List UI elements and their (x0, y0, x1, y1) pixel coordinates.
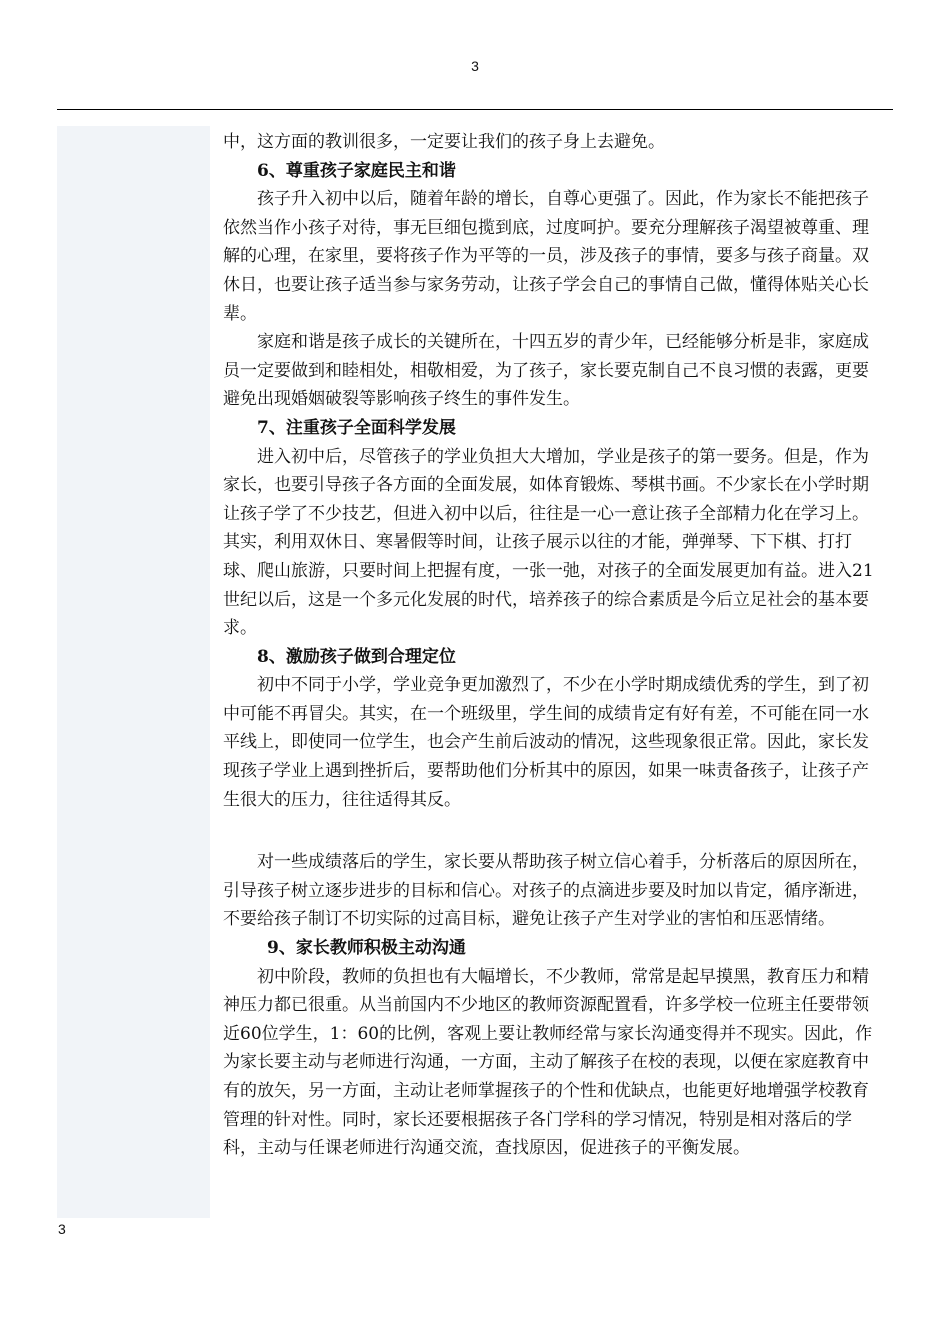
section-heading: 9、家长教师积极主动沟通 (267, 938, 466, 959)
body-paragraph: 孩子升入初中以后，随着年龄的增长，自尊心更强了。因此，作为家长不能把孩子依然当作小孩子对待，事无巨细包揽到底，过度呵护。要充分理解孩子渴望被尊重、理解的心理，在家里，要将孩子作为平等的一员，涉及孩子的事情，要多与孩子商量。双休日，也要让孩子适当参与家务劳动，让孩子学会自己的事情自己做，懂得体贴关心长辈。 (223, 189, 869, 324)
footer-page-number: 3 (58, 1221, 66, 1237)
side-margin-column (57, 126, 210, 1218)
paragraph-spacer (223, 814, 885, 848)
body-paragraph: 中，这方面的教训很多，一定要让我们的孩子身上去避免。 (223, 132, 665, 152)
document-body (223, 128, 885, 1163)
section-heading: 6、尊重孩子家庭民主和谐 (257, 160, 456, 181)
body-paragraph: 进入初中后，尽管孩子的学业负担大大增加，学业是孩子的第一要务。但是，作为家长，也要引导孩子各方面的全面发展，如体育锻炼、琴棋书画。不少家长在小学时期让孩子学了不少技艺，但进入初中以后，往往是一心一意让孩子全部精力化在学习上。其实，利用双休日、寒暑假等时间，让孩子展示以往的才能，弹弹琴、下下棋、打打球、爬山旅游，只要时间上把握有度，一张一弛，对孩子的全面发展更加有益。进入21世纪以后，这是一个多元化发展的时代，培养孩子的综合素质是今后立足社会的基本要求。 (223, 446, 874, 639)
body-paragraph: 初中不同于小学，学业竞争更加激烈了，不少在小学时期成绩优秀的学生，到了初中可能不再冒尖。其实，在一个班级里，学生间的成绩肯定有好有差，不可能在同一水平线上，即使同一位学生，也会产生前后波动的情况，这些现象很正常。因此，家长发现孩子学业上遇到挫折后，要帮助他们分析其中的原因，如果一味责备孩子，让孩子产生很大的压力，往往适得其反。 (223, 675, 869, 810)
body-paragraph: 对一些成绩落后的学生，家长要从帮助孩子树立信心着手，分析落后的原因所在，引导孩子树立逐步进步的目标和信心。对孩子的点滴进步要及时加以肯定，循序渐进，不要给孩子制订不切实际的过高目标，避免让孩子产生对学业的害怕和压恶情绪。 (223, 852, 869, 930)
header-divider (57, 109, 893, 110)
body-paragraph: 家庭和谐是孩子成长的关键所在，十四五岁的青少年，已经能够分析是非，家庭成员一定要做到和睦相处，相敬相爱，为了孩子，家长要克制自己不良习惯的表露，更要避免出现婚姻破裂等影响孩子终生的事件发生。 (223, 332, 869, 410)
section-heading: 8、激励孩子做到合理定位 (257, 646, 456, 667)
section-heading: 7、注重孩子全面科学发展 (257, 417, 456, 438)
header-page-number: 3 (471, 58, 479, 74)
body-paragraph: 初中阶段，教师的负担也有大幅增长，不少教师，常常是起早摸黑，教育压力和精神压力都已很重。从当前国内不少地区的教师资源配置看，许多学校一位班主任要带领近60位学生，1：60的比例，客观上要让教师经常与家长沟通变得并不现实。因此，作为家长要主动与老师进行沟通，一方面，主动了解孩子在校的表现，以便在家庭教育中有的放矢，另一方面，主动让老师掌握孩子的个性和优缺点，也能更好地增强学校教育管理的针对性。同时，家长还要根据孩子各门学科的学习情况，特别是相对落后的学科，主动与任课老师进行沟通交流，查找原因，促进孩子的平衡发展。 (223, 966, 873, 1159)
